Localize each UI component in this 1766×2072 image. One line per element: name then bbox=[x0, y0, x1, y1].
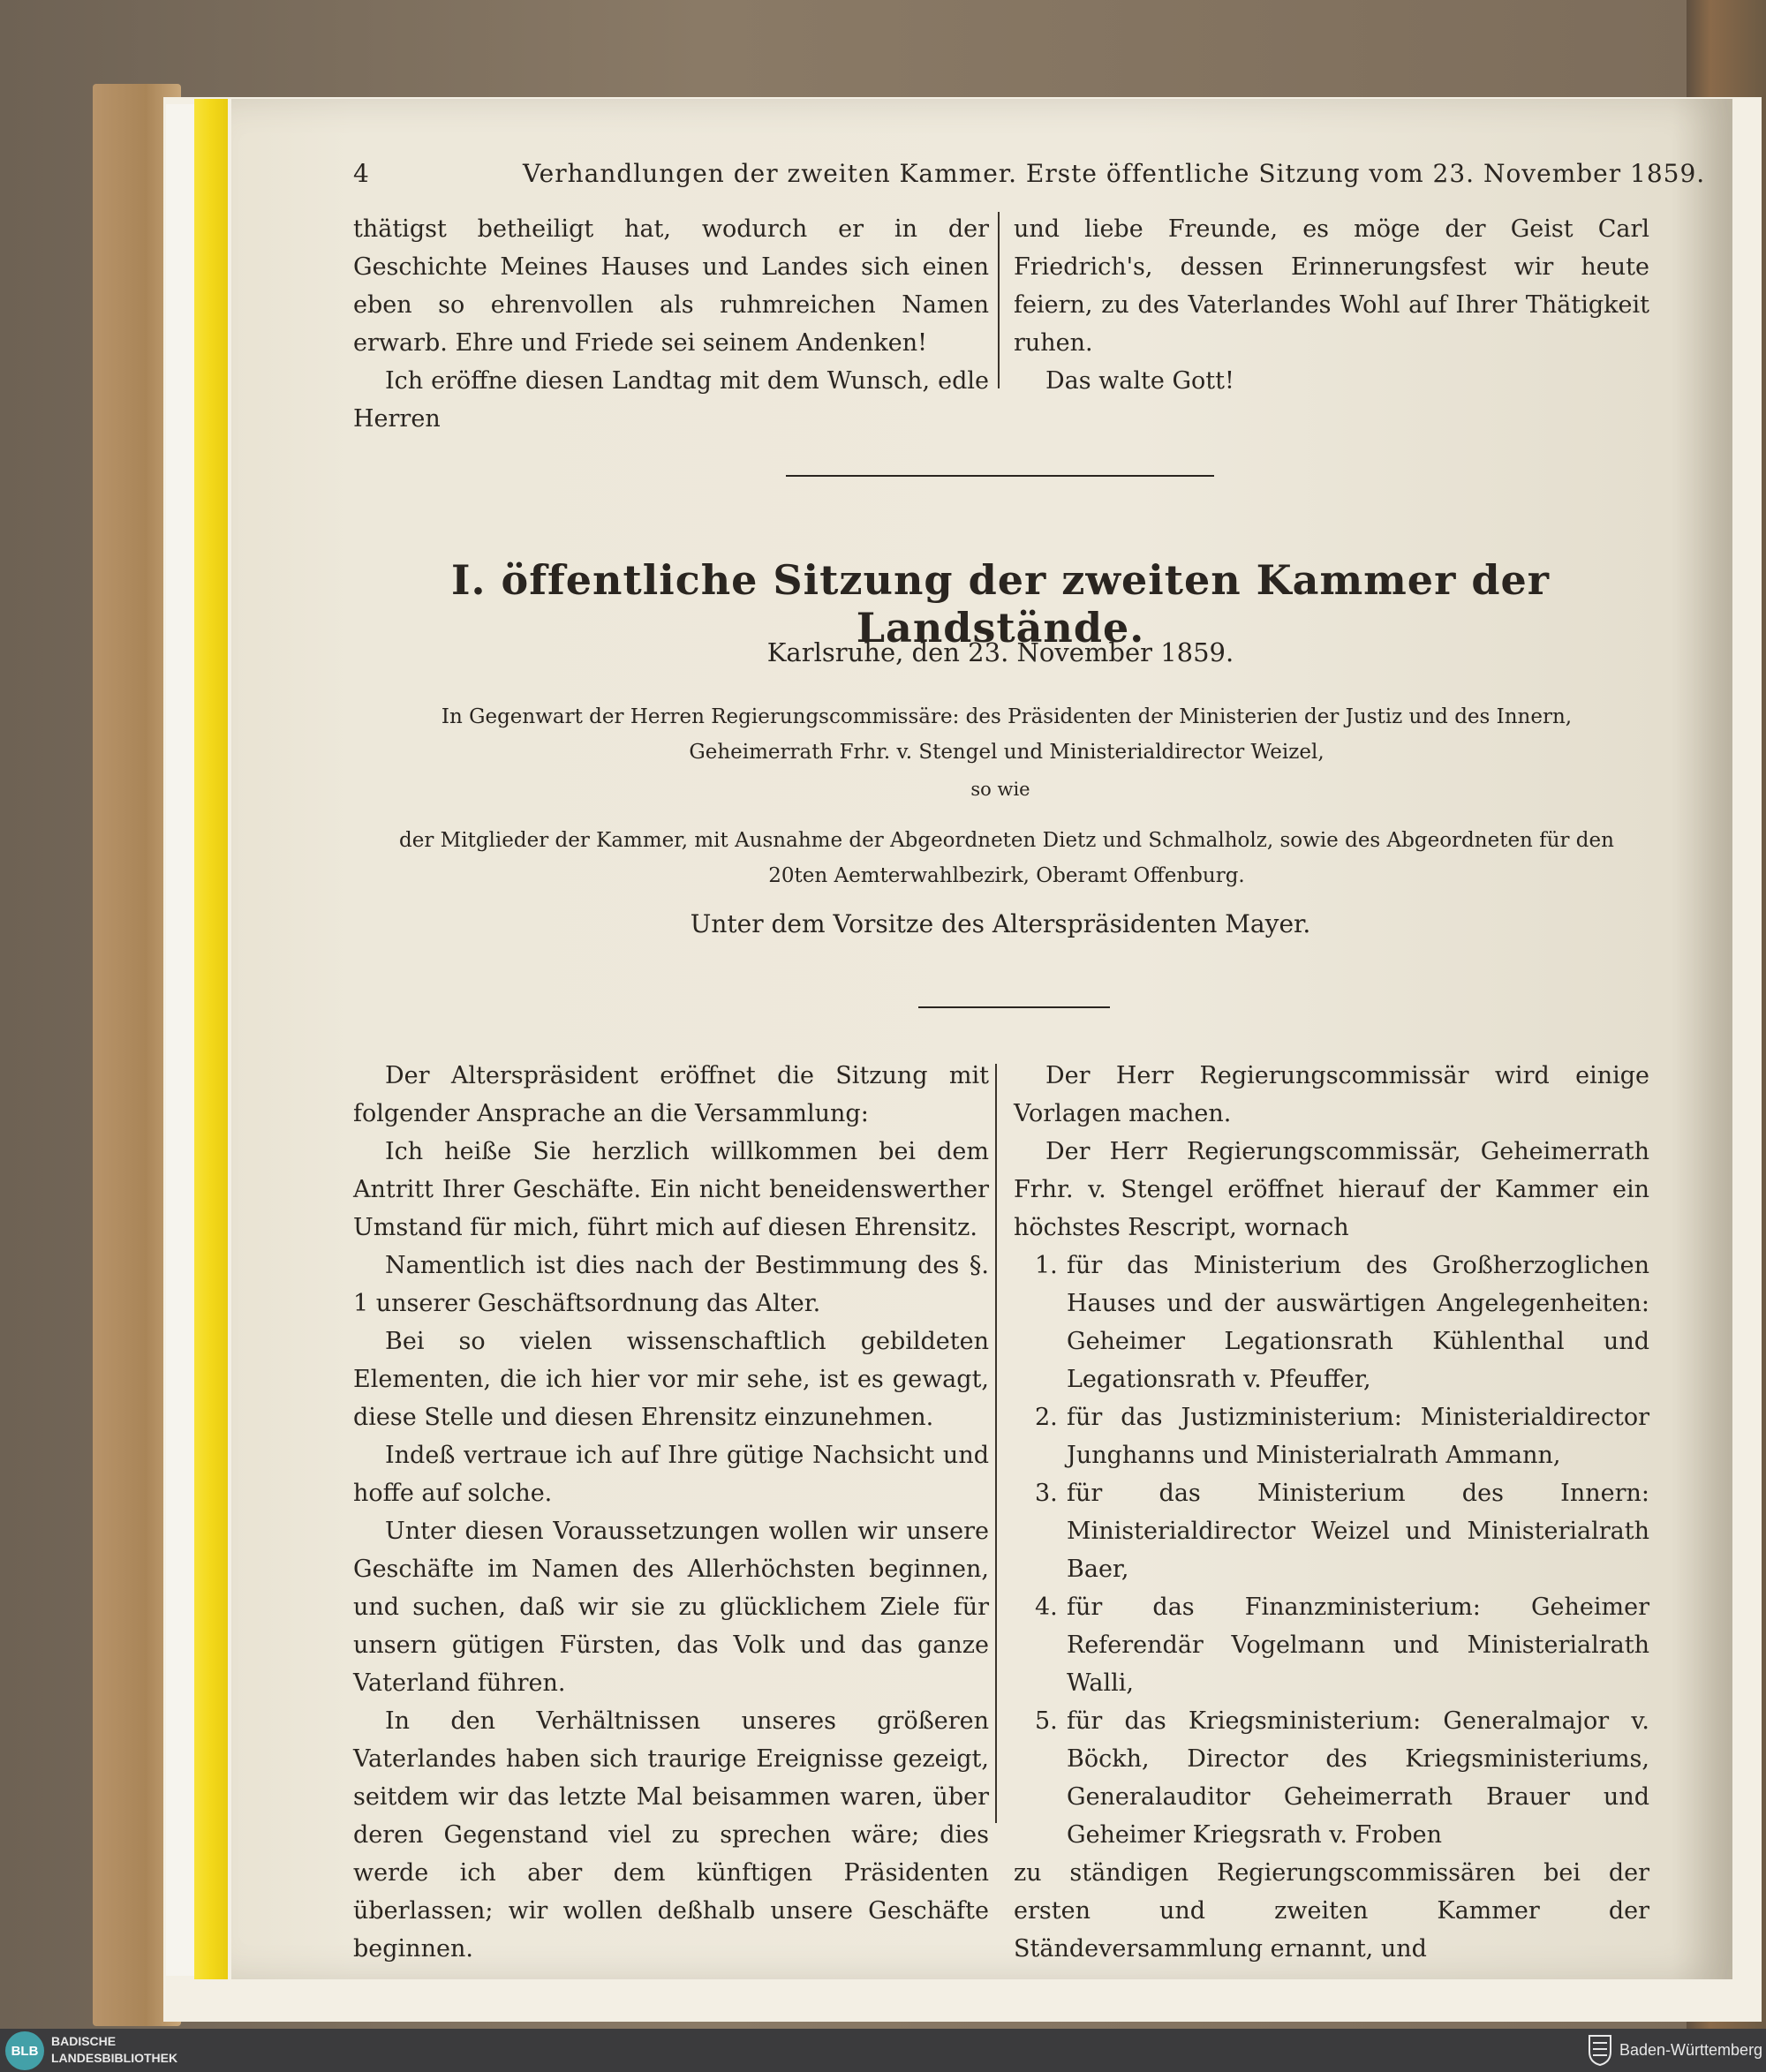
paragraph: Ich eröffne diesen Landtag mit dem Wunsch, edle Herren bbox=[353, 367, 989, 433]
list-item bbox=[1014, 1398, 1649, 1474]
state-name[interactable]: Baden-Württemberg bbox=[1619, 2041, 1763, 2059]
column-divider bbox=[995, 1064, 997, 1823]
members-note: der Mitglieder der Kammer, mit Ausnahme der Abgeordneten Dietz und Schmalholz, sowie des Abgeordneten für den 20ten Aemterwahlbezirk, Oberamt Offenburg. bbox=[399, 829, 1614, 887]
paragraph: Der Herr Regierungscommissär, Geheimerrath Frhr. v. Stengel eröffnet hierauf der Kammer ein höchstes Rescript, wornach bbox=[1014, 1138, 1649, 1241]
viewer-footer-bar bbox=[0, 2029, 1766, 2072]
coat-of-arms-icon bbox=[1588, 2034, 1612, 2066]
list-text: für das Ministerium des Innern: Ministerialdirector Weizel und Ministerialrath Baer, bbox=[1067, 1480, 1649, 1583]
blb-logo-text[interactable] bbox=[51, 2033, 177, 2067]
paragraph: Das walte Gott! bbox=[1045, 367, 1234, 395]
bottom-left-column bbox=[353, 1057, 989, 1968]
running-title: Verhandlungen der zweiten Kammer. Erste öffentliche Sitzung vom 23. November 1859. bbox=[523, 159, 1706, 188]
list-text: für das Kriegsministerium: Generalmajor v. Böckh, Director des Kriegsministeriums, Generalauditor Geheimerrath Brauer und Geheimer Kriegsrath v. Froben bbox=[1067, 1707, 1649, 1849]
list-item bbox=[1014, 1474, 1649, 1588]
list-item bbox=[1014, 1247, 1649, 1398]
place-date: Karlsruhe, den 23. November 1859. bbox=[766, 637, 1234, 667]
logo-line: BADISCHE bbox=[51, 2034, 117, 2048]
list-item bbox=[1014, 1588, 1649, 1702]
top-right-column bbox=[1014, 210, 1649, 400]
page-number: 4 bbox=[353, 159, 369, 188]
paragraph: Namentlich ist dies nach der Bestimmung des §. 1 unserer Geschäftsordnung das Alter. bbox=[353, 1252, 989, 1317]
paragraph: zu ständigen Regierungscommissären bei der ersten und zweiten Kammer der Ständeversammlung ernannt, und bbox=[1014, 1859, 1649, 1963]
presence-note: In Gegenwart der Herren Regierungscommissäre: des Präsidenten der Ministerien der Justiz und des Innern, Geheimerrath Frhr. v. Stengel und Ministerialdirector Weizel, bbox=[441, 705, 1573, 764]
list-number: 2. bbox=[1035, 1404, 1058, 1431]
paragraph: thätigst betheiligt hat, wodurch er in der Geschichte Meines Hauses und Landes sich einen eben so ehrenvollen als ruhmreichen Namen erwarb. Ehre und Friede sei seinem Andenken! bbox=[353, 215, 989, 357]
list-number: 4. bbox=[1035, 1594, 1058, 1621]
paragraph: In den Verhältnissen unseres größeren Vaterlandes haben sich traurige Ereignisse gezeigt, seitdem wir das letzte Mal beisammen waren, über deren Gegenstand viel zu sprechen wäre; dies werde ich aber dem künftigen Präsidenten überlassen; wir wollen deßhalb unsere Geschäfte beginnen. bbox=[353, 1707, 989, 1963]
session-title: I. öffentliche Sitzung der zweiten Kammer der Landstände. bbox=[450, 556, 1550, 652]
list-number: 1. bbox=[1035, 1252, 1058, 1279]
paragraph: Ich heiße Sie herzlich willkommen bei dem Antritt Ihrer Geschäfte. Ein nicht beneidenswerther Umstand für mich, führt mich auf diesen Ehrensitz. bbox=[353, 1138, 989, 1241]
chair-note: Unter dem Vorsitze des Alterspräsidenten Mayer. bbox=[690, 909, 1311, 938]
blb-logo-icon[interactable]: BLB bbox=[5, 2031, 44, 2070]
paragraph: und liebe Freunde, es möge der Geist Carl Friedrich's, dessen Erinnerungsfest wir heute feiern, zu des Vaterlandes Wohl auf Ihrer Thätigkeit ruhen. bbox=[1014, 215, 1649, 357]
logo-line: LANDESBIBLIOTHEK bbox=[51, 2051, 178, 2065]
paragraph: Der Alterspräsident eröffnet die Sitzung mit folgender Ansprache an die Versammlung: bbox=[353, 1062, 989, 1127]
list-item bbox=[1014, 1702, 1649, 1854]
section-rule bbox=[786, 475, 1214, 477]
list-number: 5. bbox=[1035, 1707, 1058, 1735]
column-divider bbox=[998, 212, 1000, 388]
list-text: für das Justizministerium: Ministerialdirector Junghanns und Ministerialrath Ammann, bbox=[1067, 1404, 1649, 1469]
page-edge-yellow bbox=[194, 99, 228, 1979]
sowie-note: so wie bbox=[970, 779, 1030, 800]
paragraph: Indeß vertraue ich auf Ihre gütige Nachsicht und hoffe auf solche. bbox=[353, 1442, 989, 1507]
section-rule bbox=[918, 1006, 1110, 1008]
top-left-column bbox=[353, 210, 989, 438]
list-text: für das Finanzministerium: Geheimer Referendär Vogelmann und Ministerialrath Walli, bbox=[1067, 1594, 1649, 1697]
paragraph: Bei so vielen wissenschaftlich gebildeten Elementen, die ich hier vor mir sehe, ist es gewagt, diese Stelle und diesen Ehrensitz einzunehmen. bbox=[353, 1328, 989, 1431]
paragraph: Unter diesen Voraussetzungen wollen wir unsere Geschäfte im Namen des Allerhöchsten beginnen, und suchen, daß wir sie zu glücklichem Ziele für unsern gütigen Fürsten, das Volk und das ganze Vaterland führen. bbox=[353, 1518, 989, 1697]
paragraph: Der Herr Regierungscommissär wird einige Vorlagen machen. bbox=[1014, 1062, 1649, 1127]
bottom-right-column bbox=[1014, 1057, 1649, 1968]
page-edge-white bbox=[166, 104, 194, 1976]
list-text: für das Ministerium des Großherzoglichen Hauses und der auswärtigen Angelegenheiten: Geheimer Legationsrath Kühlenthal und Legationsrath v. Pfeuffer, bbox=[1067, 1252, 1649, 1393]
list-number: 3. bbox=[1035, 1480, 1058, 1507]
